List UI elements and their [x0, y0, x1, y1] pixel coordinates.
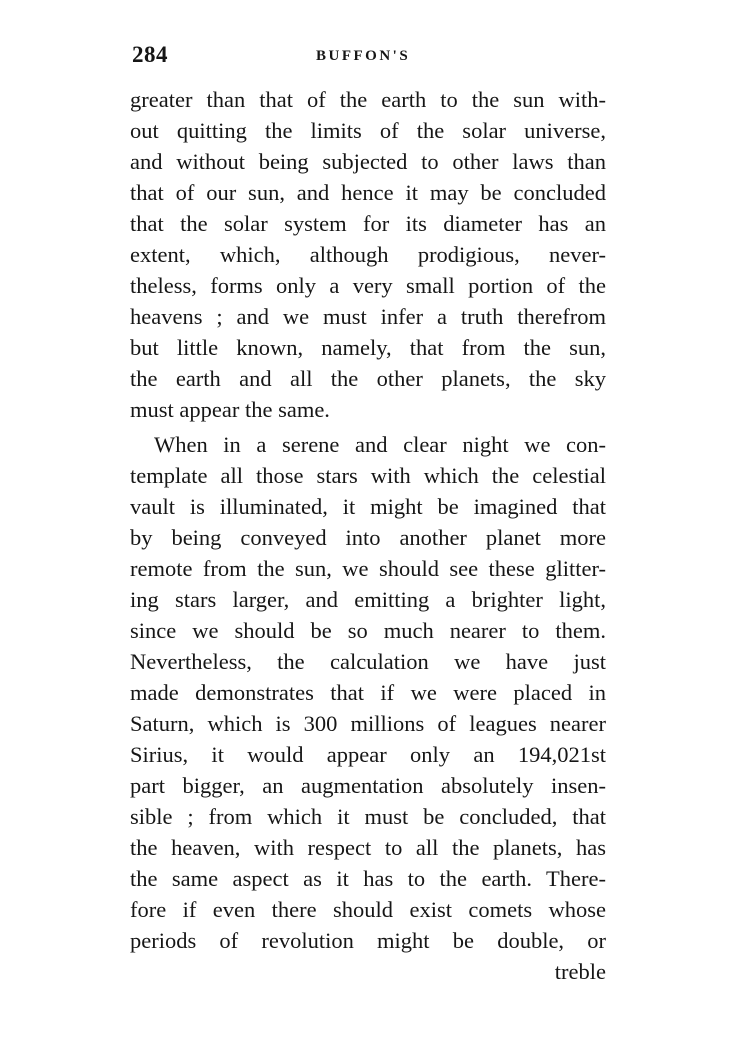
body-text: [130, 84, 606, 987]
text-line: that of our sun, and hence it may be concluded: [130, 180, 606, 205]
text-line: ing stars larger, and emitting a brighter light,: [130, 587, 606, 612]
text-line: Nevertheless, the calculation we have just: [130, 649, 606, 674]
text-line: vault is illuminated, it might be imagined that: [130, 494, 606, 519]
text-line: made demonstrates that if we were placed in: [130, 680, 606, 705]
paragraph-end-line: must appear the same.: [130, 397, 330, 422]
text-line: fore if even there should exist comets whose: [130, 897, 606, 922]
text-line: the earth and all the other planets, the sky: [130, 366, 606, 391]
text-line: out quitting the limits of the solar universe,: [130, 118, 606, 143]
text-line: periods of revolution might be double, or: [130, 928, 606, 953]
paragraph-start-line: When in a serene and clear night we con-: [154, 432, 606, 457]
text-line: greater than that of the earth to the sun with-: [130, 87, 606, 112]
text-line: the heaven, with respect to all the planets, has: [130, 835, 606, 860]
text-line: extent, which, although prodigious, never-: [130, 242, 606, 267]
text-line: heavens ; and we must infer a truth therefrom: [130, 304, 606, 329]
text-line: but little known, namely, that from the sun,: [130, 335, 606, 360]
text-line: since we should be so much nearer to them.: [130, 618, 606, 643]
text-line: and without being subjected to other laws than: [130, 149, 606, 174]
text-line: sible ; from which it must be concluded, that: [130, 804, 606, 829]
running-head: BUFFON'S: [316, 48, 411, 64]
text-line: theless, forms only a very small portion of the: [130, 273, 606, 298]
text-line: the same aspect as it has to the earth. There-: [130, 866, 606, 891]
page-header: [130, 42, 606, 74]
text-line: remote from the sun, we should see these glitter-: [130, 556, 606, 581]
text-line: by being conveyed into another planet more: [130, 525, 606, 550]
text-line: Saturn, which is 300 millions of leagues nearer: [130, 711, 606, 736]
text-line: Sirius, it would appear only an 194,021st: [130, 742, 606, 767]
text-line: that the solar system for its diameter has an: [130, 211, 606, 236]
page-number: 284: [132, 42, 168, 67]
text-line: part bigger, an augmentation absolutely insen-: [130, 773, 606, 798]
text-line: template all those stars with which the celestial: [130, 463, 606, 488]
catchword: treble: [554, 959, 606, 984]
